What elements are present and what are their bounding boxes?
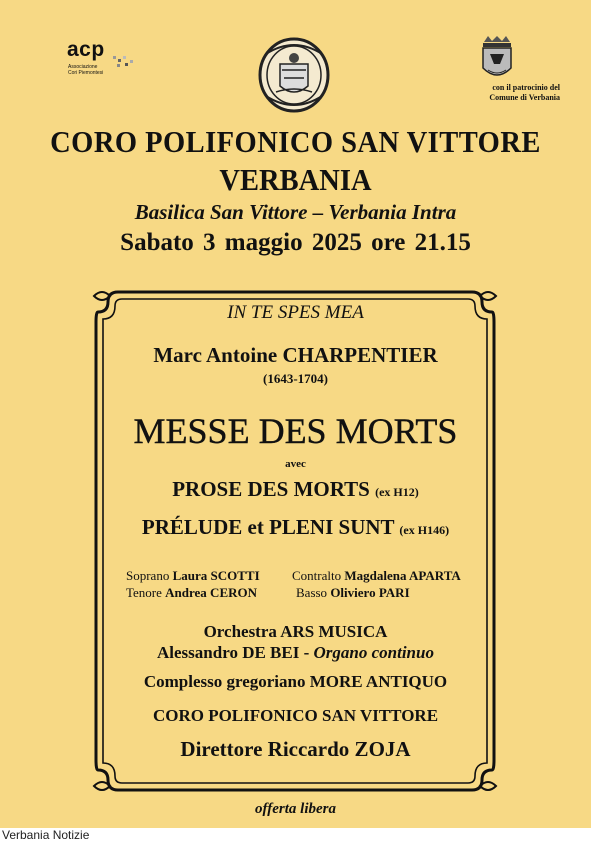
soloist-role: Basso bbox=[296, 585, 328, 600]
free-offer: offerta libera bbox=[255, 801, 336, 817]
motto: IN TE SPES MEA bbox=[227, 302, 364, 323]
event-date: Sabato 3 maggio 2025 ore 21.15 bbox=[120, 229, 471, 256]
soloist-tenore bbox=[126, 585, 257, 601]
choir-title: CORO POLIFONICO SAN VITTORE bbox=[50, 124, 541, 159]
soloist-name: Magdalena APARTA bbox=[344, 568, 461, 583]
verbania-crest-icon bbox=[478, 36, 516, 82]
work-prose-title: PROSE DES MORTS bbox=[172, 477, 370, 501]
organist-name: Alessandro DE BEI - bbox=[157, 643, 314, 662]
soloist-name: Oliviero PARI bbox=[330, 585, 410, 600]
source-caption: Verbania Notizie bbox=[0, 828, 591, 844]
venue: Basilica San Vittore – Verbania Intra bbox=[134, 200, 457, 224]
main-work: MESSE DES MORTS bbox=[133, 411, 458, 451]
organist bbox=[0, 643, 591, 663]
work-prose bbox=[0, 477, 591, 502]
acp-logo bbox=[65, 38, 137, 76]
gregorian-ensemble: Complesso gregoriano MORE ANTIQUO bbox=[143, 672, 448, 691]
acp-line1: Associazione bbox=[68, 64, 98, 70]
acp-logo-text: acp bbox=[67, 38, 105, 61]
director: Direttore Riccardo ZOJA bbox=[180, 737, 411, 761]
soloist-role: Tenore bbox=[126, 585, 162, 600]
orchestra: Orchestra ARS MUSICA bbox=[203, 622, 388, 641]
patronage bbox=[430, 83, 560, 103]
soloist-basso bbox=[296, 585, 410, 601]
work-prelude-title: PRÉLUDE et PLENI SUNT bbox=[141, 515, 395, 539]
soloist-name: Laura SCOTTI bbox=[172, 568, 260, 583]
work-prose-ref: (ex H12) bbox=[375, 485, 419, 499]
soloist-soprano bbox=[126, 568, 260, 584]
soloist-role: Soprano bbox=[126, 568, 170, 583]
composer-years: (1643-1704) bbox=[263, 371, 328, 386]
city-title: VERBANIA bbox=[219, 162, 372, 197]
composer-first: Marc Antoine bbox=[153, 343, 283, 367]
organ-role: Organo continuo bbox=[313, 643, 434, 662]
patronage-line1: con il patrocinio del bbox=[492, 83, 560, 92]
composer-last: CHARPENTIER bbox=[282, 343, 438, 367]
choir-seal-icon bbox=[256, 36, 332, 114]
acp-line2: Cori Piemontesi bbox=[68, 70, 104, 76]
dots-icon bbox=[113, 56, 135, 70]
work-prelude bbox=[0, 515, 591, 540]
soloist-name: Andrea CERON bbox=[165, 585, 258, 600]
work-prelude-ref: (ex H146) bbox=[399, 523, 450, 537]
patronage-line2: Comune di Verbania bbox=[489, 93, 560, 102]
soloist-contralto bbox=[292, 568, 461, 584]
composer bbox=[0, 343, 591, 368]
soloist-role: Contralto bbox=[292, 568, 342, 583]
choir: CORO POLIFONICO SAN VITTORE bbox=[152, 706, 439, 725]
avec: avec bbox=[285, 458, 306, 470]
